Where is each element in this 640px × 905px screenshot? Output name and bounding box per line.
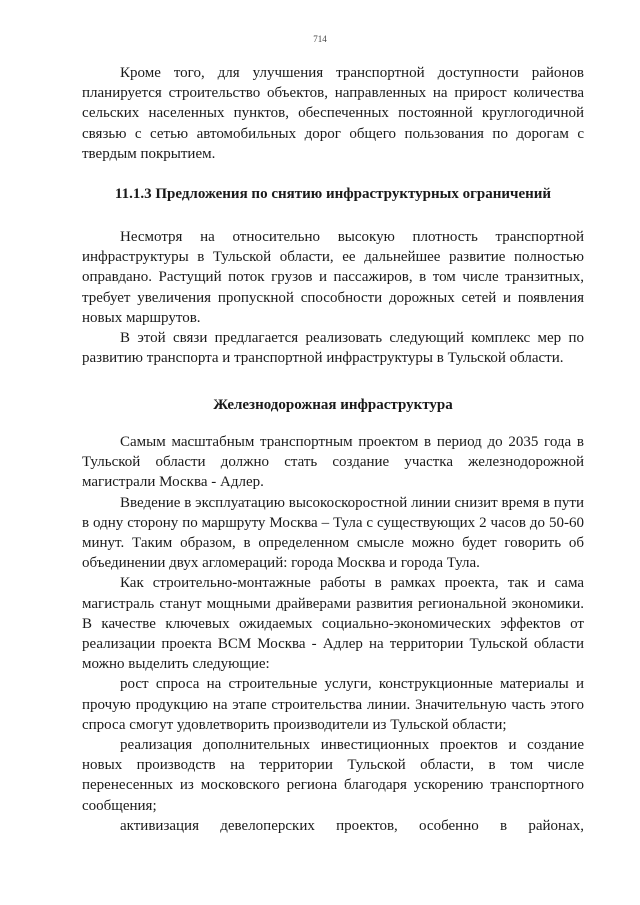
list-item: реализация дополнительных инвестиционных проектов и создание новых производств на территории Тульской области, в том числе перенесенных из московского региона благодаря ускорению транспортного сообщения; [82, 737, 584, 814]
paragraph: Введение в эксплуатацию высокоскоростной линии снизит время в пути в одну сторону по маршруту Москва – Тула с существующих 2 часов до 50-60 минут. Таким образом, в определенном смысле можно будет говорить об объединении двух агломераций: города Москва и города Тула. [82, 494, 584, 572]
section-heading: 11.1.3 Предложения по снятию инфраструктурных ограничений [114, 186, 552, 202]
paragraph: Самым масштабным транспортным проектом в период до 2035 года в Тульской области должно стать создание участка железнодорожной магистрали Москва - Адлер. [82, 434, 584, 491]
paragraph: В этой связи предлагается реализовать следующий комплекс мер по развитию транспорта и транспортной инфраструктуры в Тульской области. [82, 330, 584, 367]
subsection-heading: Железнодорожная инфраструктура [213, 397, 453, 413]
paragraph: Несмотря на относительно высокую плотность транспортной инфраструктуры в Тульской области, ее дальнейшее развитие полностью оправдано. Растущий поток грузов и пассажиров, в том числе транзитных, требует увеличения пропускной способности дорожных сетей и появления новых маршрутов. [82, 229, 584, 326]
constraints-section [82, 227, 584, 368]
page-number: 714 [313, 34, 327, 44]
paragraph: Кроме того, для улучшения транспортной доступности районов планируется строительство объектов, направленных на прирост количества сельских населенных пунктов, обеспеченных постоянной круглогодичной связью с сетью автомобильных дорог общего пользования по дорогам с твердым покрытием. [82, 65, 584, 162]
list-item: рост спроса на строительные услуги, конструкционные материалы и прочую продукцию на этапе строительства линии. Значительную часть этого спроса смогут удовлетворить производители из Тульской области; [82, 676, 584, 733]
paragraph: Как строительно-монтажные работы в рамках проекта, так и сама магистраль станут мощными драйверами развития региональной экономики. В качестве ключевых ожидаемых социально-экономических эффектов от реализации проекта ВСМ Москва - Адлер на территории Тульской области можно выделить следующие: [82, 575, 584, 673]
list-item: активизация девелоперских проектов, особенно в районах, [120, 817, 584, 834]
intro-section [82, 63, 584, 164]
railway-section [82, 432, 584, 836]
